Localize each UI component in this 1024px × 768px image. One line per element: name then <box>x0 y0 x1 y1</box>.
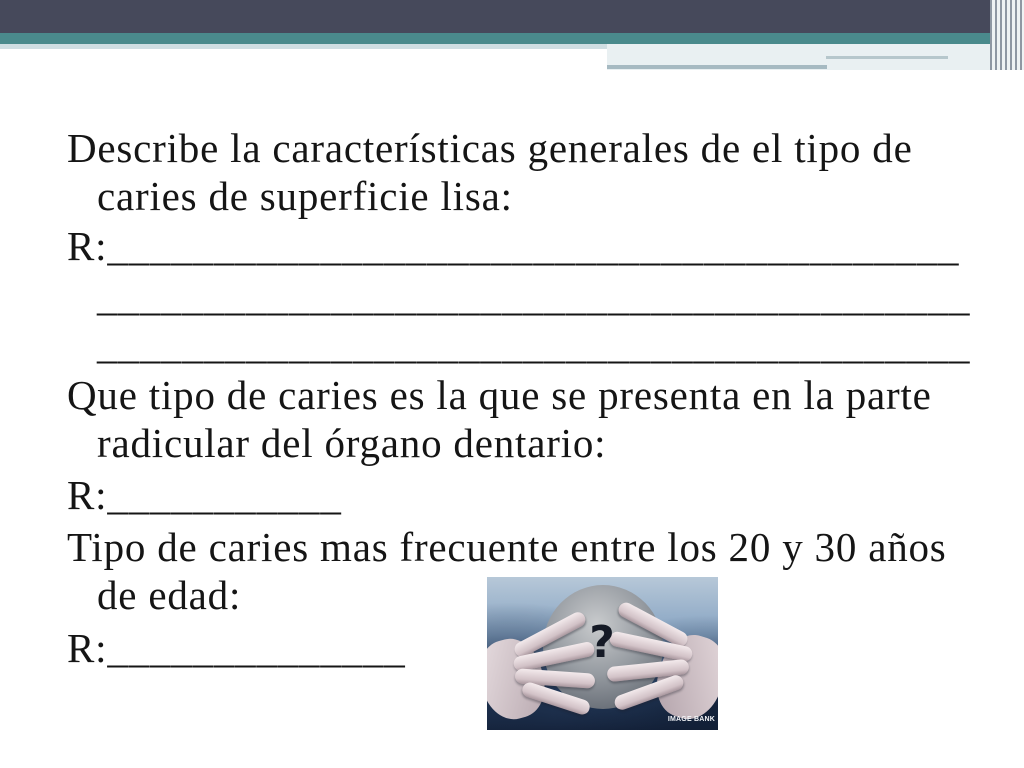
question-head-photo <box>487 577 718 730</box>
header-accent-bar <box>0 33 992 44</box>
question-2-line-1: Que tipo de caries es la que se presenta en la parte <box>67 372 932 418</box>
header-decoration-line <box>607 65 827 69</box>
question-mark-icon: ? <box>589 617 615 668</box>
question-2-line-2: radicular del órgano dentario: <box>97 420 607 466</box>
question-1-line-2: caries de superficie lisa: <box>97 173 513 219</box>
answer-3-line-1: R:______________ <box>67 625 406 671</box>
answer-1-line-3: _________________________________________ <box>97 321 971 367</box>
answer-1-line-2: _________________________________________ <box>97 273 971 319</box>
header-decoration-line <box>826 56 948 59</box>
photo-watermark: IMAGE BANK <box>667 716 715 723</box>
header-dark-bar <box>0 0 992 33</box>
header-vertical-stripes <box>990 0 1024 70</box>
question-1-line-1: Describe la características generales de el tipo de <box>67 125 913 171</box>
question-3-line-1: Tipo de caries mas frecuente entre los 20 y 30 años <box>67 524 947 570</box>
answer-1-line-1: R:________________________________________ <box>67 223 960 269</box>
question-3-line-2: de edad: <box>97 572 242 618</box>
answer-2-line-1: R:___________ <box>67 472 342 518</box>
